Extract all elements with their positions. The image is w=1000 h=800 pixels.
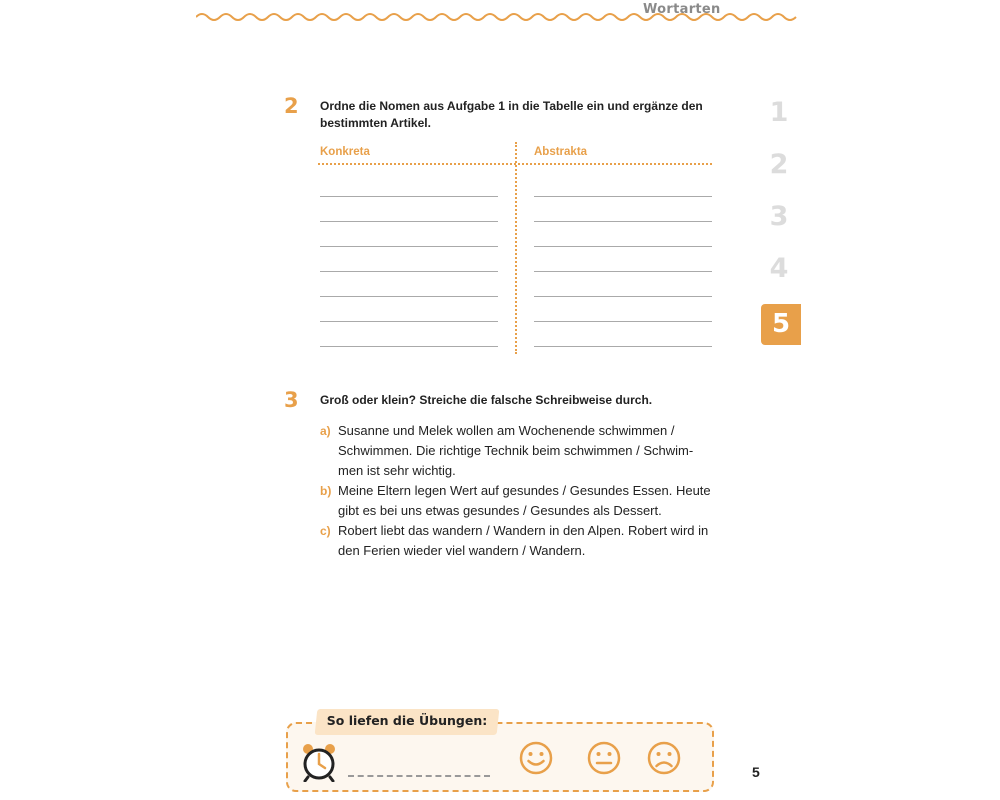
exercise-line[interactable]: gibt es bei uns etwas gesundes / Gesundes als Dessert. <box>338 503 662 518</box>
page-number: 5 <box>752 764 760 780</box>
answer-line[interactable] <box>534 271 712 272</box>
side-nav-item-3[interactable]: 3 <box>769 201 789 232</box>
sad-face-icon[interactable] <box>646 740 682 776</box>
alarm-clock-icon <box>300 742 338 782</box>
answer-line[interactable] <box>320 296 498 297</box>
exercise-list <box>320 421 720 561</box>
exercise-label: c) <box>320 524 331 538</box>
exercise-item-b <box>320 481 720 521</box>
time-entry-line[interactable] <box>348 775 490 777</box>
answer-line[interactable] <box>534 221 712 222</box>
task-3-instruction: Groß oder klein? Streiche die falsche Schreibweise durch. <box>320 393 653 407</box>
task-2-instruction-line: bestimmten Artikel. <box>320 116 431 130</box>
exercise-line[interactable]: Robert liebt das wandern / Wandern in den Alpen. Robert wird in <box>338 523 709 538</box>
exercise-line[interactable]: Susanne und Melek wollen am Wochenende schwimmen / <box>338 423 675 438</box>
side-nav-item-2[interactable]: 2 <box>769 149 789 180</box>
exercise-label: b) <box>320 484 332 498</box>
task-2-instruction <box>320 98 720 132</box>
header-wave-divider <box>196 10 802 24</box>
neutral-face-icon[interactable] <box>586 740 622 776</box>
answer-line[interactable] <box>534 246 712 247</box>
answer-line[interactable] <box>534 346 712 347</box>
exercise-line[interactable]: men ist sehr wichtig. <box>338 463 456 478</box>
side-nav-item-5-active[interactable]: 5 <box>761 304 801 345</box>
column-header-konkreta: Konkreta <box>320 146 370 158</box>
exercise-item-a <box>320 421 720 481</box>
table-column-divider <box>515 142 517 354</box>
answer-line[interactable] <box>320 346 498 347</box>
side-nav-item-4[interactable]: 4 <box>769 253 789 284</box>
answer-line[interactable] <box>320 271 498 272</box>
exercise-line[interactable]: Schwimmen. Die richtige Technik beim schwimmen / Schwim- <box>338 443 694 458</box>
task-3-number: 3 <box>284 388 299 412</box>
happy-face-icon[interactable] <box>518 740 554 776</box>
answer-line[interactable] <box>320 221 498 222</box>
side-nav-item-1[interactable]: 1 <box>769 97 789 128</box>
task-2-number: 2 <box>284 94 299 118</box>
exercise-item-c <box>320 521 720 561</box>
exercise-label: a) <box>320 424 331 438</box>
answer-line[interactable] <box>534 296 712 297</box>
task-2-instruction-line: Ordne die Nomen aus Aufgabe 1 in die Tabelle ein und ergänze den <box>320 99 703 113</box>
answer-line[interactable] <box>534 321 712 322</box>
answer-line[interactable] <box>320 246 498 247</box>
feedback-title: So liefen die Übungen: <box>326 713 488 728</box>
exercise-line[interactable]: Meine Eltern legen Wert auf gesundes / Gesundes Essen. Heute <box>338 483 711 498</box>
chapter-title: Wortarten <box>643 2 721 17</box>
answer-line[interactable] <box>320 196 498 197</box>
answer-line[interactable] <box>320 321 498 322</box>
column-header-abstrakta: Abstrakta <box>534 146 588 158</box>
answer-line[interactable] <box>534 196 712 197</box>
exercise-line[interactable]: den Ferien wieder viel wandern / Wandern. <box>338 543 586 558</box>
